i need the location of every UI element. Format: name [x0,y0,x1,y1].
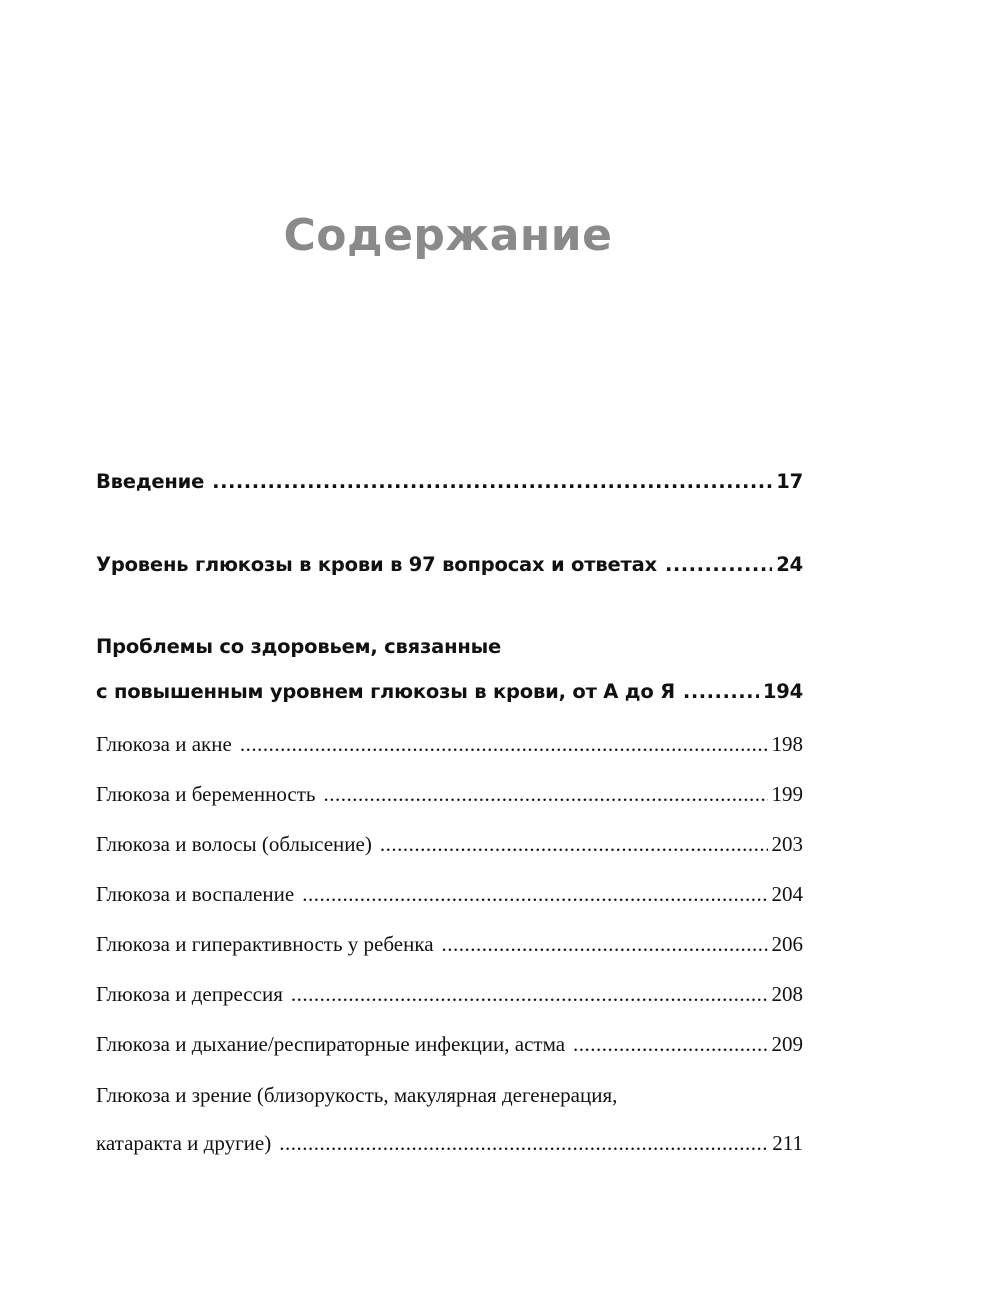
dot-leader [665,549,772,581]
toc-entry-title: Проблемы со здоровьем, связанные [96,635,502,658]
toc-subentry[interactable] [96,879,803,909]
page-title: Содержание [283,210,613,261]
toc-subentry-line2[interactable] [96,1128,803,1158]
toc-subentry-page: 206 [771,932,803,956]
toc-subentry[interactable] [96,729,803,759]
toc-entry-title: Уровень глюкозы в крови в 97 вопросах и ответах [96,553,657,576]
toc-entry-page: 194 [762,680,803,703]
toc-entry-problems-line2[interactable] [96,676,803,708]
toc-subentry[interactable] [96,979,803,1009]
toc-subentry-title: Глюкоза и гиперактивность у ребенка [96,932,434,956]
toc-entry-title: Введение [96,470,205,493]
toc-subentry-page: 204 [771,882,803,906]
toc-subentry-page: 199 [771,782,803,806]
toc-subentry-page: 211 [772,1131,803,1155]
dot-leader [442,929,768,959]
toc-subentry-line1[interactable] [96,1080,803,1110]
toc-entry-page: 17 [776,470,803,493]
toc-entry-page: 24 [776,553,803,576]
toc-subentry[interactable] [96,779,803,809]
toc-entry-title: с повышенным уровнем глюкозы в крови, от А до Я [96,680,675,703]
dot-leader [240,729,768,759]
toc-entry-problems-line1[interactable] [96,631,803,663]
toc-subentry-page: 209 [771,1032,803,1056]
dot-leader [683,676,759,708]
toc-entry-introduction[interactable] [96,466,803,498]
toc-subentry-page: 198 [771,732,803,756]
dot-leader [380,829,768,859]
toc-subentry-title: Глюкоза и воспаление [96,882,295,906]
toc-subentry-title: Глюкоза и акне [96,732,232,756]
toc-subentry[interactable] [96,829,803,859]
dot-leader [573,1029,767,1059]
toc-subentry[interactable] [96,929,803,959]
toc-subentry-title: Глюкоза и депрессия [96,982,283,1006]
dot-leader [323,779,767,809]
toc-subentry-title: Глюкоза и волосы (облысение) [96,832,372,856]
dot-leader [302,879,767,909]
toc-subentry[interactable] [96,1029,803,1059]
toc-subentry-title: Глюкоза и дыхание/респираторные инфекции, астма [96,1032,566,1056]
toc-subentry-page: 203 [771,832,803,856]
toc-subentry-title: Глюкоза и беременность [96,782,316,806]
toc-subentry-page: 208 [771,982,803,1006]
dot-leader [291,979,768,1009]
toc-subentry-title: Глюкоза и зрение (близорукость, макулярная дегенерация, [96,1083,618,1107]
dot-leader [212,466,772,498]
toc-subentry-title: катаракта и другие) [96,1131,272,1155]
toc-entry-questions[interactable] [96,549,803,581]
dot-leader [279,1128,768,1158]
